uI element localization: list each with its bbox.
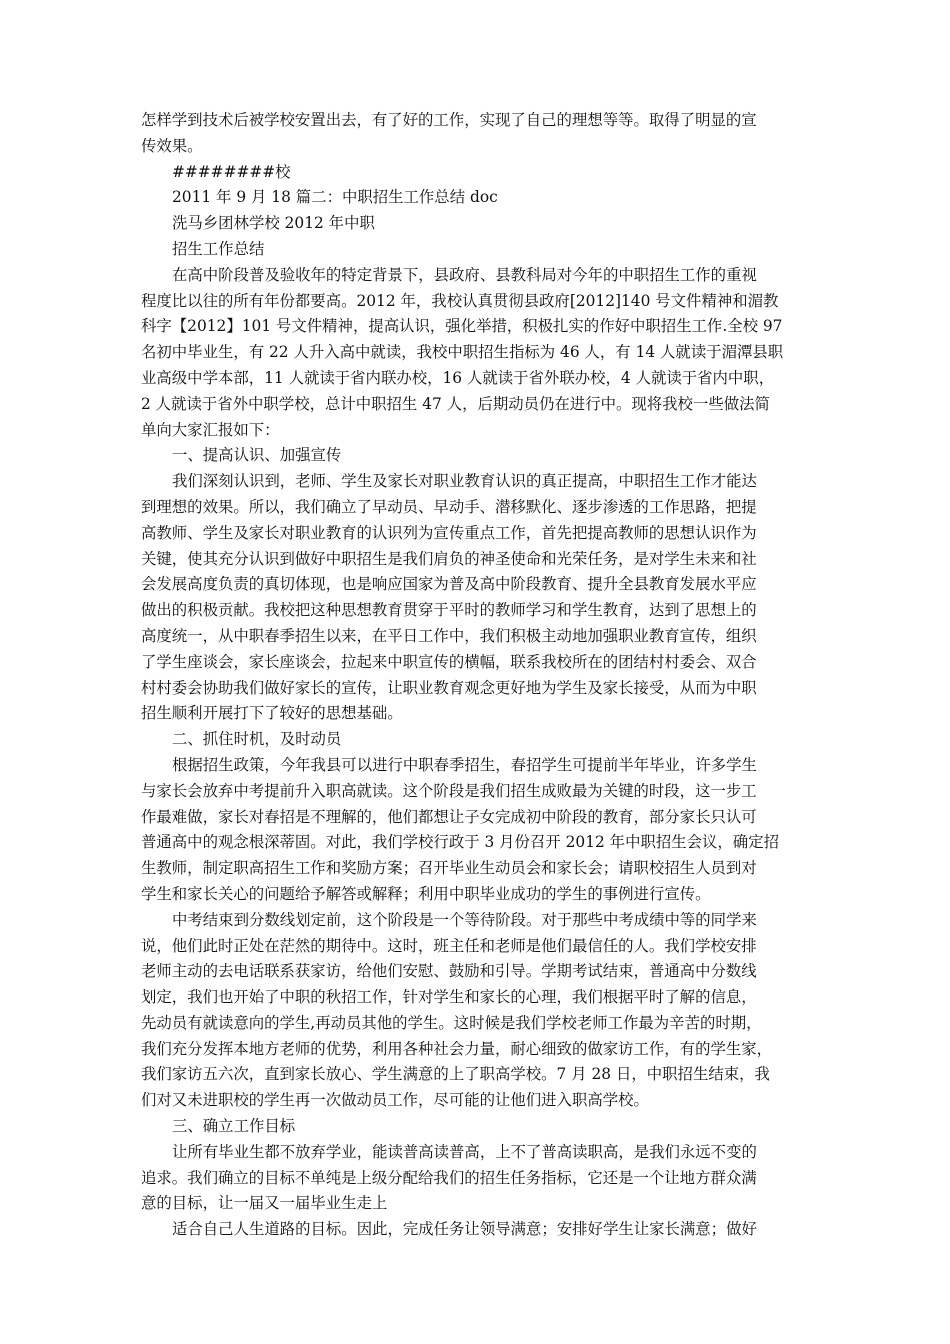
paragraph xyxy=(141,908,813,1114)
text-line: 适合自己人生道路的目标。因此，完成任务让领导满意；安排好学生让家长满意；做好 xyxy=(172,1220,757,1239)
text-line: 名初中毕业生，有 22 人升入高中就读，我校中职招生指标为 46 人，有 14 人就读于湄潭县职 xyxy=(141,343,784,362)
text-line: 意的目标，让一届又一届毕业生走上 xyxy=(141,1194,388,1213)
text-line: 招生顺利开展打下了较好的思想基础。 xyxy=(141,704,403,723)
text-line: 单向大家汇报如下： xyxy=(141,420,280,439)
text-line: 生教师，制定职高招生工作和奖励方案；召开毕业生动员会和家长会；请职校招生人员到对 xyxy=(141,859,757,878)
paragraph xyxy=(141,237,813,263)
text-line: 老师主动的去电话联系获家访，给他们安慰、鼓励和引导。学期考试结束，普通高中分数线 xyxy=(141,962,757,981)
paragraph xyxy=(141,185,813,211)
paragraph xyxy=(141,443,813,469)
text-line: 我们深刻认识到，老师、学生及家长对职业教育认识的真正提高，中职招生工作才能达 xyxy=(172,472,757,491)
text-line: 二、抓住时机，及时动员 xyxy=(172,730,342,749)
paragraph xyxy=(141,1140,813,1217)
text-line: 做出的积极贡献。我校把这种思想教育贯穿于平时的教师学习和学生教育，达到了思想上的 xyxy=(141,601,757,620)
text-line: 说，他们此时正处在茫然的期待中。这时，班主任和老师是他们最信任的人。我们学校安排 xyxy=(141,936,757,955)
text-line: 们对又未进职校的学生再一次做动员工作，尽可能的让他们进入职高学校。 xyxy=(141,1091,649,1110)
text-line: 2 人就读于省外中职学校，总计中职招生 47 人，后期动员仍在进行中。现将我校一些做法简 xyxy=(141,394,770,413)
paragraph xyxy=(141,1114,813,1140)
text-line: 怎样学到技术后被学校安置出去，有了好的工作，实现了自己的理想等等。取得了明显的宣 xyxy=(141,111,757,129)
paragraph xyxy=(141,469,813,727)
text-line: 追求。我们确立的目标不单纯是上级分配给我们的招生任务指标，它还是一个让地方群众满 xyxy=(141,1168,757,1187)
text-line: 我们家访五六次，直到家长放心、学生满意的上了职高学校。7 月 28 日，中职招生结束，我 xyxy=(141,1065,770,1084)
text-line: 程度比以往的所有年份都要高。2012 年，我校认真贯彻县政府[2012]140 号文件精神和湄教 xyxy=(141,291,779,310)
paragraph xyxy=(141,1217,813,1243)
paragraph xyxy=(141,108,813,160)
text-line: 普通高中的观念根深蒂固。对此，我们学校行政于 3 月份召开 2012 年中职招生会议，确定招 xyxy=(141,833,779,852)
text-line: 村村委会协助我们做好家长的宣传，让职业教育观念更好地为学生及家长接受，从而为中职 xyxy=(141,678,757,697)
text-line: 作最难做，家长对春招是不理解的，他们都想让子女完成初中阶段的教育，部分家长只认可 xyxy=(141,807,757,826)
text-line: 在高中阶段普及验收年的特定背景下，县政府、县教科局对今年的中职招生工作的重视 xyxy=(172,265,757,284)
text-line: 高教师、学生及家长对职业教育的认识列为宣传重点工作，首先把提高教师的思想认识作为 xyxy=(141,523,757,542)
paragraph xyxy=(141,727,813,753)
text-line: 中考结束到分数线划定前，这个阶段是一个等待阶段。对于那些中考成绩中等的同学来 xyxy=(172,910,757,929)
text-line: 关键，使其充分认识到做好中职招生是我们肩负的神圣使命和光荣任务，是对学生未来和社 xyxy=(141,549,757,568)
text-line: 我们充分发挥本地方老师的优势，利用各种社会力量，耐心细致的做家访工作，有的学生家， xyxy=(141,1039,773,1058)
text-line: 让所有毕业生都不放弃学业，能读普高读普高，上不了普高读职高，是我们永远不变的 xyxy=(172,1142,757,1161)
text-line: 招生工作总结 xyxy=(172,239,265,258)
text-line: 2011 年 9 月 18 篇二：中职招生工作总结 doc xyxy=(172,188,498,207)
text-line: 先动员有就读意向的学生,再动员其他的学生。这时候是我们学校老师工作最为辛苦的时期， xyxy=(141,1013,762,1032)
text-line: 了学生座谈会，家长座谈会，拉起来中职宣传的横幅，联系我校所在的团结村村委会、双合 xyxy=(141,652,757,671)
text-line: 三、确立工作目标 xyxy=(172,1117,296,1136)
text-line: ########校 xyxy=(172,162,291,181)
document-page xyxy=(141,108,813,1243)
text-line: 根据招生政策，今年我县可以进行中职春季招生，春招学生可提前半年毕业，许多学生 xyxy=(172,755,757,774)
paragraph xyxy=(141,160,813,186)
text-line: 与家长会放弃中考提前升入职高就读。这个阶段是我们招生成败最为关键的时段，这一步工 xyxy=(141,781,757,800)
text-line: 传效果。 xyxy=(141,136,203,155)
paragraph xyxy=(141,211,813,237)
text-line: 划定，我们也开始了中职的秋招工作，针对学生和家长的心理，我们根据平时了解的信息， xyxy=(141,988,757,1007)
text-line: 科字【2012】101 号文件精神，提高认识，强化举措，积极扎实的作好中职招生工作.全校 97 xyxy=(141,317,783,336)
text-line: 业高级中学本部，11 人就读于省内联办校，16 人就读于省外联办校，4 人就读于省内中职， xyxy=(141,368,775,387)
paragraph xyxy=(141,753,813,908)
text-line: 会发展高度负责的真切体现，也是响应国家为普及高中阶段教育、提升全县教育发展水平应 xyxy=(141,575,757,594)
text-line: 学生和家长关心的问题给予解答或解释；利用中职毕业成功的学生的事例进行宣传。 xyxy=(141,884,711,903)
text-line: 高度统一，从中职春季招生以来，在平日工作中，我们积极主动地加强职业教育宣传，组织 xyxy=(141,626,757,645)
text-line: 一、提高认识、加强宣传 xyxy=(172,446,342,465)
text-line: 洗马乡团林学校 2012 年中职 xyxy=(172,214,375,233)
text-line: 到理想的效果。所以，我们确立了早动员、早动手、潜移默化、逐步渗透的工作思路，把提 xyxy=(141,497,757,516)
paragraph xyxy=(141,263,813,444)
